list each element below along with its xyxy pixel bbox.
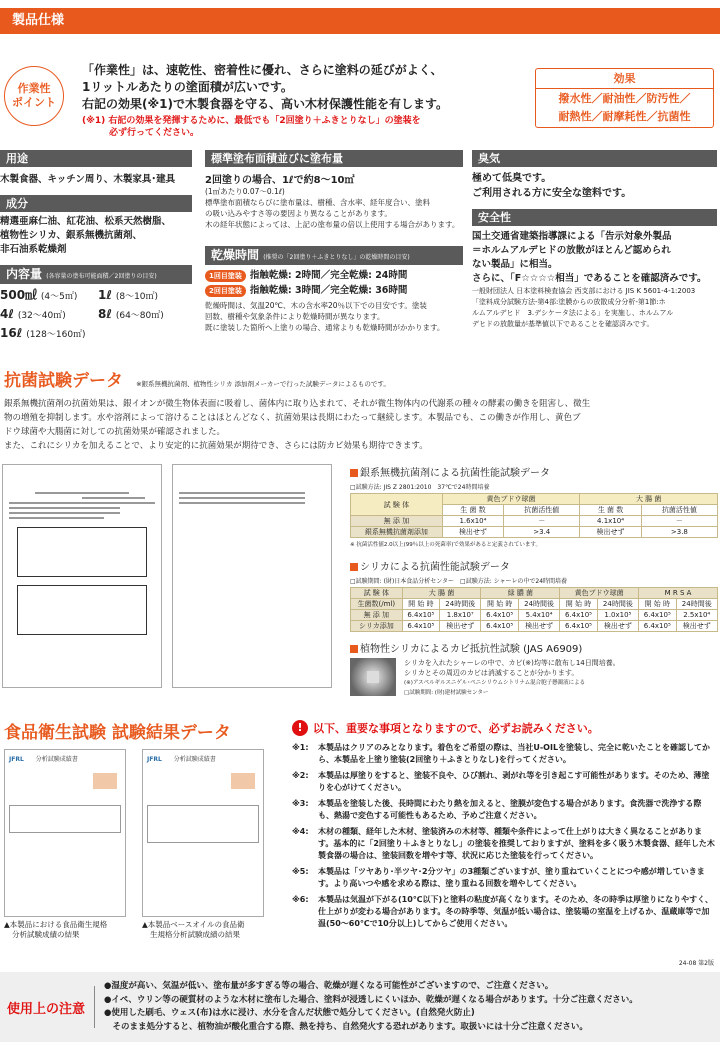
drying-note: 回数、樹種や気象条件により乾燥時間が異なります。: [205, 312, 385, 321]
coverage-note: 木の経年状態によっては、上記の塗布量の倍以上使用する場合があります。: [205, 220, 460, 229]
silica-test-title: シリカによる抗菌性能試験データ: [350, 558, 718, 573]
effect-line: 撥水性／耐油性／防汚性／: [558, 92, 691, 105]
caution-line: ●使用した刷毛、ウェス(布)は水に浸け、水分を含んだ状態で処分してください。(自然発火防止): [104, 1008, 475, 1018]
caution-line: そのまま処分すると、植物油が酸化重合する際、熱を持ち、自然発火する恐れがあります。取扱いには十分ご注意ください。: [104, 1021, 588, 1032]
warning-item: ※2: 本製品は厚塗りをすると、塗装不良や、ひび割れ、剥がれ等を引き起こす可能性があります。そのため、薄塗りを心がけてください。: [292, 771, 710, 792]
warnings-title: ! 以下、重要な事項となりますので、必ずお読みください。: [292, 720, 717, 736]
mold-test: [350, 640, 718, 698]
intro-line: 「作業性」は、速乾性、密着性に優れ、さらに塗料の延びがよく、: [82, 63, 443, 77]
badge-line1: 作業性: [17, 82, 51, 95]
drying-notes: [205, 300, 463, 333]
food-test-doc-2: JFRL 分析試験成績書 ▲本製品ベースオイルの食品衛 生規格分析試験成績の結果: [142, 749, 264, 940]
safety-line: 国土交通省建築指導課による「告示対象外製品: [472, 231, 672, 242]
intro-text: [82, 62, 522, 139]
usage-header: 用途: [0, 150, 192, 167]
safety-line: ＝ホルムアルデヒドの放散がほとんど認められ: [472, 245, 671, 256]
silica-test-method: □試験期間: (財)日本食品分析センター □試験方法: シャーレの中で24時間培養: [350, 578, 568, 585]
antibacterial-paragraph: [4, 397, 716, 453]
square-bullet-icon: [350, 645, 358, 653]
usage-text: 木製食器、キッチン周り、木製家具･建具: [0, 174, 176, 185]
drying-rows: [205, 268, 463, 298]
intro-note: (※1) 右記の効果を発揮するために、最低でも「2回塗り＋ふきとりなし」の塗装を: [82, 116, 421, 126]
warnings-section: [292, 720, 717, 934]
volume-item: 500㎖ (4～5㎡): [0, 288, 78, 302]
product-spec-banner: 製品仕様: [0, 8, 720, 34]
odor-text: [472, 171, 717, 201]
spec-column-right: [472, 150, 717, 330]
food-test-title: 食品衛生試験 試験結果データ: [4, 723, 231, 743]
exclamation-icon: !: [292, 720, 308, 736]
silver-test-footnote: ※ 抗菌活性値2.0以上(99％以上の死菌率)で効果があると定義されています。: [350, 542, 541, 548]
volume-header: [0, 265, 192, 284]
intro-note: 必ず行ってください。: [109, 128, 200, 138]
drying-title: 乾燥時間: [211, 248, 260, 262]
safety-note: ルムアルデヒド 3.デシケータ法による」を実施し、ホルムアル: [472, 309, 674, 317]
effect-line: 耐熱性／耐摩耗性／抗菌性: [558, 110, 691, 123]
caution-lines: [104, 980, 638, 1034]
volume-item: 4ℓ (32～40㎡): [0, 307, 66, 321]
usage-caution-box: [0, 972, 720, 1042]
test-report-page-1: [2, 464, 162, 688]
test-report-page-2: [172, 464, 332, 688]
silver-test-title: 銀系無機抗菌剤による抗菌性能試験データ: [350, 464, 718, 479]
effect-title: 効果: [536, 69, 713, 89]
drying-note: 乾燥時間は、気温20℃、木の含水率20％以下での目安です。塗装: [205, 301, 427, 310]
antibacterial-title: 抗菌試験データ: [4, 371, 123, 391]
silver-test: [350, 464, 718, 548]
spec-column-left: [0, 150, 192, 344]
coverage-sub: (1㎡あたり0.07～0.1ℓ): [205, 187, 285, 196]
safety-notes: [472, 286, 717, 330]
odor-line: 極めて低臭です。: [472, 173, 552, 184]
antibacterial-section: [4, 366, 716, 453]
food-test-caption-2: ▲本製品ベースオイルの食品衛 生規格分析試験成績の結果: [142, 920, 245, 939]
volume-item: 1ℓ (8～10㎡): [98, 288, 159, 302]
silica-test: [350, 558, 718, 632]
volume-title: 内容量: [6, 267, 43, 281]
caution-title: 使用上の注意: [6, 1001, 85, 1017]
silica-test-table: 試 験 体 大 腸 菌 緑 膿 菌 黄色ブドウ球菌 M R S A 生菌数(/ml) 開 始 時 24時間後 開 始 時 24時間後 開 始 時 24時間後 開 始 時 24時間後 無 添 加 6.4x10⁵ 1.8x10⁷ 6.4x10⁵ 5.4x10⁴ 6.4x10⁵ 1.0x10⁵ 6.4x10⁵ 2.5x10⁴ シリカ添加 6.4x10⁵ 検出せず 6.4x10⁵ 検出せず 6.4x10⁵ 検出せず 6.4x10⁵ 検出せず: [350, 587, 718, 632]
caution-line: ●湿度が高い、気温が低い、塗布量が多すぎる等の場合、乾燥が遅くなる可能性がございますので、ご注意ください。: [104, 981, 554, 991]
table-row: 無 添 加 1.6x10⁴ － 4.1x10⁴ －: [351, 516, 718, 527]
volume-list: [0, 287, 192, 344]
table-row: 銀系無機抗菌剤添加 検出せず >3.4 検出せず >3.8: [351, 527, 718, 538]
ingredients-text: [0, 215, 192, 257]
ingredient-line: 植物性シリカ、銀系無機抗菌剤、: [0, 230, 143, 241]
paragraph-line: ドウ球菌や大腸菌に対しての抗菌効果が確認されました。: [4, 427, 226, 437]
coverage-headline: 2回塗りの場合、1ℓで約8～10㎡: [205, 175, 355, 186]
version-label: 24-08 第2版: [678, 960, 714, 967]
paragraph-line: また、これにシリカを加えることで、より安定的に抗菌効果が期待でき、さらには防カビ効果も期待できます。: [4, 441, 428, 451]
intro-line: 1リットルあたりの塗面積が広いです。: [82, 80, 293, 94]
paragraph-line: 銀系無機抗菌剤の抗菌効果は、銀イオンが微生物体表面に吸着し、菌体内に取り込まれて、それが微生物体内の代謝系の種々の酵素の働きを阻害し、微生: [4, 399, 591, 409]
square-bullet-icon: [350, 469, 358, 477]
ingredients-header: 成分: [0, 195, 192, 212]
coverage-note: の吸い込みやすさ等の要因より異なることがあります。: [205, 209, 392, 218]
warning-item: ※5: 本製品は「ツヤあり･半ツヤ･2分ツヤ」の3種類ございますが、塗り重ねていくことにつや感が増していきます。より高いつや感を求める際は、塗り重ねる回数を増やしてください。: [292, 867, 705, 888]
warning-item: ※1: 本製品はクリアのみとなります。着色をご希望の際は、当社U-OILを塗装し、完全に乾いたことを確認してから、本製品を上塗り塗装(2回塗り＋ふきとりなし)を行ってください。: [292, 743, 711, 764]
badge-line2: ポイント: [12, 96, 56, 109]
spec-column-middle: [205, 150, 463, 333]
safety-note: 「塗料成分試験方法-第4部:塗膜からの放散成分分析-第1節:ホ: [472, 298, 666, 306]
safety-line: さらに、「F☆☆☆☆相当」であることを確認済みです。: [472, 273, 707, 284]
silver-test-method: □試験方法: JIS Z 2801:2010 37℃で24時間培養: [350, 484, 490, 491]
square-bullet-icon: [350, 563, 358, 571]
table-row: シリカ添加 6.4x10⁵ 検出せず 6.4x10⁵ 検出せず 6.4x10⁵ 検出せず 6.4x10⁵ 検出せず: [351, 621, 718, 632]
coverage-header: 標準塗布面積並びに塗布量: [205, 150, 463, 167]
drying-row: 1回目塗装 指触乾燥: 2時間／完全乾燥: 24時間: [205, 268, 463, 283]
divider: [94, 986, 95, 1028]
drying-header: [205, 246, 463, 265]
safety-note: 一般財団法人 日本塗料検査協会 西支部における JIS K 5601-4-1:2003: [472, 287, 696, 295]
warning-item: ※6: 本製品は気温が下がる(10℃以下)と塗料の粘度が高くなります。そのため、冬の時季は厚塗りになりやすく、仕上がりが変わる場合があります。冬の時季等、気温が低い場合は、塗装場の室温を上げるか、温蔵庫等で加温(50～60℃で10分以上)してからご使用ください。: [292, 895, 714, 928]
odor-line: ご利用される方に安全な塗料です。: [472, 188, 632, 199]
coverage-notes: [205, 197, 463, 230]
mold-test-title: 植物性シリカによるカビ抵抗性試験 (JAS A6909): [350, 640, 718, 655]
ingredient-line: 非石油系乾燥剤: [0, 244, 67, 255]
coverage-note: 標準塗布面積ならびに塗布量は、樹種、含水率、経年度合い、塗料: [205, 198, 430, 207]
mold-test-text: シリカを入れたシャーレの中で、カビ(※)均等に散布し14日間培養。 シリカとその周辺のカビは消滅することが分かります。 (※)アスペルギルスニゲル･ペニシリウムシトリナム混合胞子懸濁液による □試験期間: (財)建材試験センター: [404, 659, 620, 696]
warning-item: ※4: 木材の種類、経年した木材、塗装済みの木材等、種類や条件によって仕上がりは大きく異なることがあります。基本的に「2回塗り＋ふきとりなし」の塗装を推奨しておりますが、塗料を多く吸う木製食器、経年した木製食器の場合は、塗装回数を増やす等、状況に応じた塗装を行ってください。: [292, 827, 715, 860]
effect-box: [535, 68, 714, 128]
caution-line: ●イペ、ウリン等の硬質材のような木材に塗布した場合、塗料が浸透しにくいほか、乾燥が遅くなる場合があります。十分ご注意ください。: [104, 994, 638, 1005]
safety-note: デヒドの放散量が基準値以下であることを確認済みです。: [472, 320, 654, 328]
safety-bold: [472, 230, 717, 286]
paragraph-line: 物の増殖を抑制します。水や溶剤によって溶けることはほとんどなく、抗菌効果は長期にわたって継続します。本製品でも、この働きが作用し、黄色ブ: [4, 413, 581, 423]
drying-row: 2回目塗装 指触乾燥: 3時間／完全乾燥: 36時間: [205, 283, 463, 298]
antibacterial-note: ※銀系無機抗菌剤、植物性シリカ 添加剤メーカーで行った試験データによるものです。: [136, 380, 390, 388]
warning-item: ※3: 本製品を塗装した後、長時間にわたり熱を加えると、塗膜が変色する場合があります。食洗器で洗浄する際も、熱湯で変色する可能性もあるため、予めご注意ください。: [292, 799, 702, 820]
silver-test-table: 試 験 体 黄色ブドウ球菌 大 腸 菌 生 菌 数 抗菌活性値 生 菌 数 抗菌活性値 無 添 加 1.6x10⁴ － 4.1x10⁴ － 銀系無機抗菌剤添加 検出せず >3.4 検出せず >3.8: [350, 493, 718, 538]
food-test-section: [4, 718, 284, 940]
ingredient-line: 精選亜麻仁油、紅花油、松系天然樹脂、: [0, 216, 172, 227]
intro-line: 右記の効果(※1)で木製食器を守る、高い木材保護性能を有します。: [82, 97, 449, 111]
safety-header: 安全性: [472, 209, 717, 226]
food-test-caption-1: ▲本製品における食品衛生規格 分析試験成績の結果: [4, 920, 108, 939]
workability-point-badge: [4, 66, 64, 126]
odor-header: 臭気: [472, 150, 717, 167]
food-test-doc-1: JFRL 分析試験成績書 ▲本製品における食品衛生規格 分析試験成績の結果: [4, 749, 126, 940]
drying-subtitle: (推奨の「2回塗り＋ふきとりなし」の乾燥時間の目安): [263, 254, 410, 261]
petri-dish-image: [350, 658, 396, 696]
drying-note: 既に塗装した箇所へ上塗りの場合、通常よりも乾燥時間がかかります。: [205, 323, 445, 332]
volume-subtitle: (各容量の塗布可能面積／2回塗りの目安): [46, 273, 157, 280]
table-row: 無 添 加 6.4x10⁵ 1.8x10⁷ 6.4x10⁵ 5.4x10⁴ 6.4x10⁵ 1.0x10⁵ 6.4x10⁵ 2.5x10⁴: [351, 610, 718, 621]
volume-item: 16ℓ (128～160㎡): [0, 326, 86, 340]
safety-line: ない製品」に相当。: [472, 259, 558, 270]
volume-item: 8ℓ (64～80㎡): [98, 307, 164, 321]
